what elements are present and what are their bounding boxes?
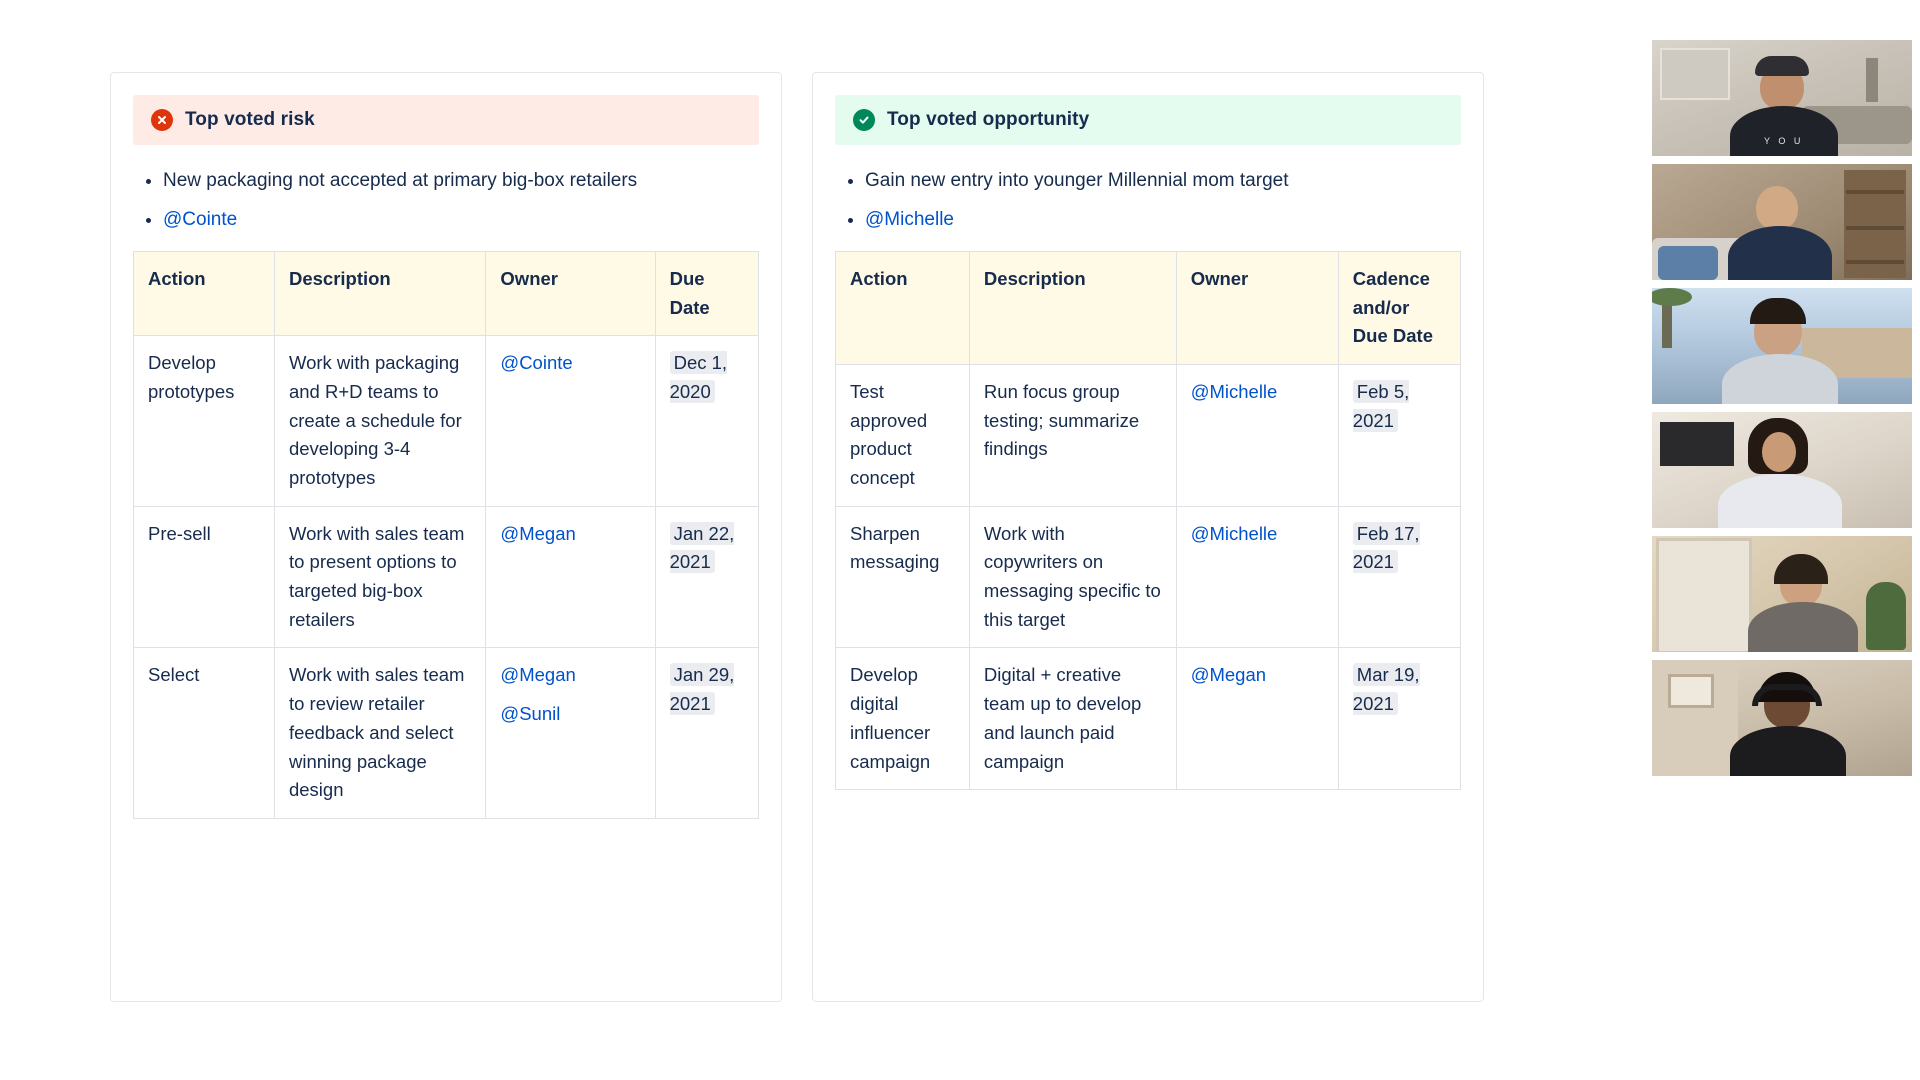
cell-due-date bbox=[655, 336, 758, 506]
cell-action: Test approved product concept bbox=[836, 365, 970, 507]
column-header-description: Description bbox=[969, 252, 1176, 365]
column-header-due-date: Due Date bbox=[655, 252, 758, 336]
date-pill: Feb 17, 2021 bbox=[1352, 522, 1420, 573]
video-filmstrip bbox=[1650, 38, 1918, 778]
cell-owner bbox=[1176, 506, 1338, 648]
panels-container bbox=[110, 72, 1484, 1002]
table-header-row bbox=[134, 252, 759, 336]
error-circle-icon bbox=[151, 109, 173, 131]
date-pill: Jan 29, 2021 bbox=[669, 664, 735, 715]
date-pill: Feb 5, 2021 bbox=[1352, 381, 1410, 431]
cell-owner bbox=[486, 648, 655, 818]
cell-owner bbox=[486, 336, 655, 506]
participant-tile-1[interactable]: Y O U bbox=[1650, 38, 1914, 158]
mention-link[interactable]: @Michelle bbox=[1190, 522, 1278, 544]
cell-due-date bbox=[1338, 648, 1460, 790]
column-header-owner: Owner bbox=[486, 252, 655, 336]
table-row bbox=[134, 648, 759, 818]
list-item bbox=[163, 206, 759, 234]
table-row bbox=[836, 365, 1461, 507]
table-row bbox=[836, 506, 1461, 648]
opportunity-action-table bbox=[835, 251, 1461, 790]
cell-description: Run focus group testing; summarize findings bbox=[969, 365, 1176, 507]
cell-action: Select bbox=[134, 648, 275, 818]
risk-bullet-list bbox=[133, 167, 759, 233]
cell-description: Work with copywriters on messaging specific to this target bbox=[969, 506, 1176, 648]
mention-link[interactable]: @Megan bbox=[500, 522, 576, 544]
participant-tile-5[interactable] bbox=[1650, 534, 1914, 654]
cell-action: Sharpen messaging bbox=[836, 506, 970, 648]
date-pill: Mar 19, 2021 bbox=[1352, 664, 1420, 715]
cell-action: Develop prototypes bbox=[134, 336, 275, 506]
participant-tile-2[interactable] bbox=[1650, 162, 1914, 282]
mention-link[interactable]: @Sunil bbox=[500, 703, 561, 725]
risk-banner-label: Top voted risk bbox=[185, 109, 315, 130]
date-pill: Dec 1, 2020 bbox=[669, 352, 728, 403]
risk-action-table bbox=[133, 251, 759, 819]
mention-link[interactable]: @Megan bbox=[1190, 664, 1267, 686]
table-row bbox=[836, 648, 1461, 790]
column-header-action: Action bbox=[836, 252, 970, 365]
list-item bbox=[865, 206, 1461, 234]
participant-tile-6[interactable] bbox=[1650, 658, 1914, 778]
opportunity-banner-label: Top voted opportunity bbox=[887, 109, 1090, 130]
participant-tile-4[interactable] bbox=[1650, 410, 1914, 530]
cell-description: Work with sales team to present options to targeted big-box retailers bbox=[274, 506, 485, 648]
cell-action: Develop digital influencer campaign bbox=[836, 648, 970, 790]
table-header-row bbox=[836, 252, 1461, 365]
risk-bullet-text: New packaging not accepted at primary big-box retailers bbox=[163, 170, 638, 191]
cell-owner bbox=[486, 506, 655, 648]
list-item bbox=[865, 167, 1461, 195]
cell-due-date bbox=[655, 648, 758, 818]
mention-link[interactable]: @Cointe bbox=[500, 352, 573, 374]
mention-link[interactable]: @Cointe bbox=[163, 208, 238, 230]
column-header-cadence-due-date: Cadence and/or Due Date bbox=[1338, 252, 1460, 365]
mention-link[interactable]: @Michelle bbox=[865, 208, 954, 230]
opportunity-banner bbox=[835, 95, 1461, 145]
opportunity-bullet-list bbox=[835, 167, 1461, 233]
cell-description: Work with sales team to review retailer feedback and select winning package design bbox=[274, 648, 485, 818]
mention-link[interactable]: @Michelle bbox=[1190, 381, 1278, 403]
cell-action: Pre-sell bbox=[134, 506, 275, 648]
cell-owner bbox=[1176, 648, 1338, 790]
date-pill: Jan 22, 2021 bbox=[669, 522, 735, 573]
cell-description: Digital + creative team up to develop and launch paid campaign bbox=[969, 648, 1176, 790]
list-item bbox=[163, 167, 759, 195]
cell-description: Work with packaging and R+D teams to create a schedule for developing 3-4 prototypes bbox=[274, 336, 485, 506]
opportunity-panel bbox=[812, 72, 1484, 1002]
column-header-owner: Owner bbox=[1176, 252, 1338, 365]
cell-due-date bbox=[1338, 365, 1460, 507]
column-header-action: Action bbox=[134, 252, 275, 336]
cell-due-date bbox=[1338, 506, 1460, 648]
participant-tile-3[interactable] bbox=[1650, 286, 1914, 406]
cell-due-date bbox=[655, 506, 758, 648]
risk-panel bbox=[110, 72, 782, 1002]
table-row bbox=[134, 506, 759, 648]
check-circle-icon bbox=[853, 109, 875, 131]
mention-link[interactable]: @Megan bbox=[500, 664, 576, 686]
column-header-description: Description bbox=[274, 252, 485, 336]
opportunity-bullet-text: Gain new entry into younger Millennial mom target bbox=[865, 170, 1289, 191]
table-row bbox=[134, 336, 759, 506]
cell-owner bbox=[1176, 365, 1338, 507]
risk-banner bbox=[133, 95, 759, 145]
